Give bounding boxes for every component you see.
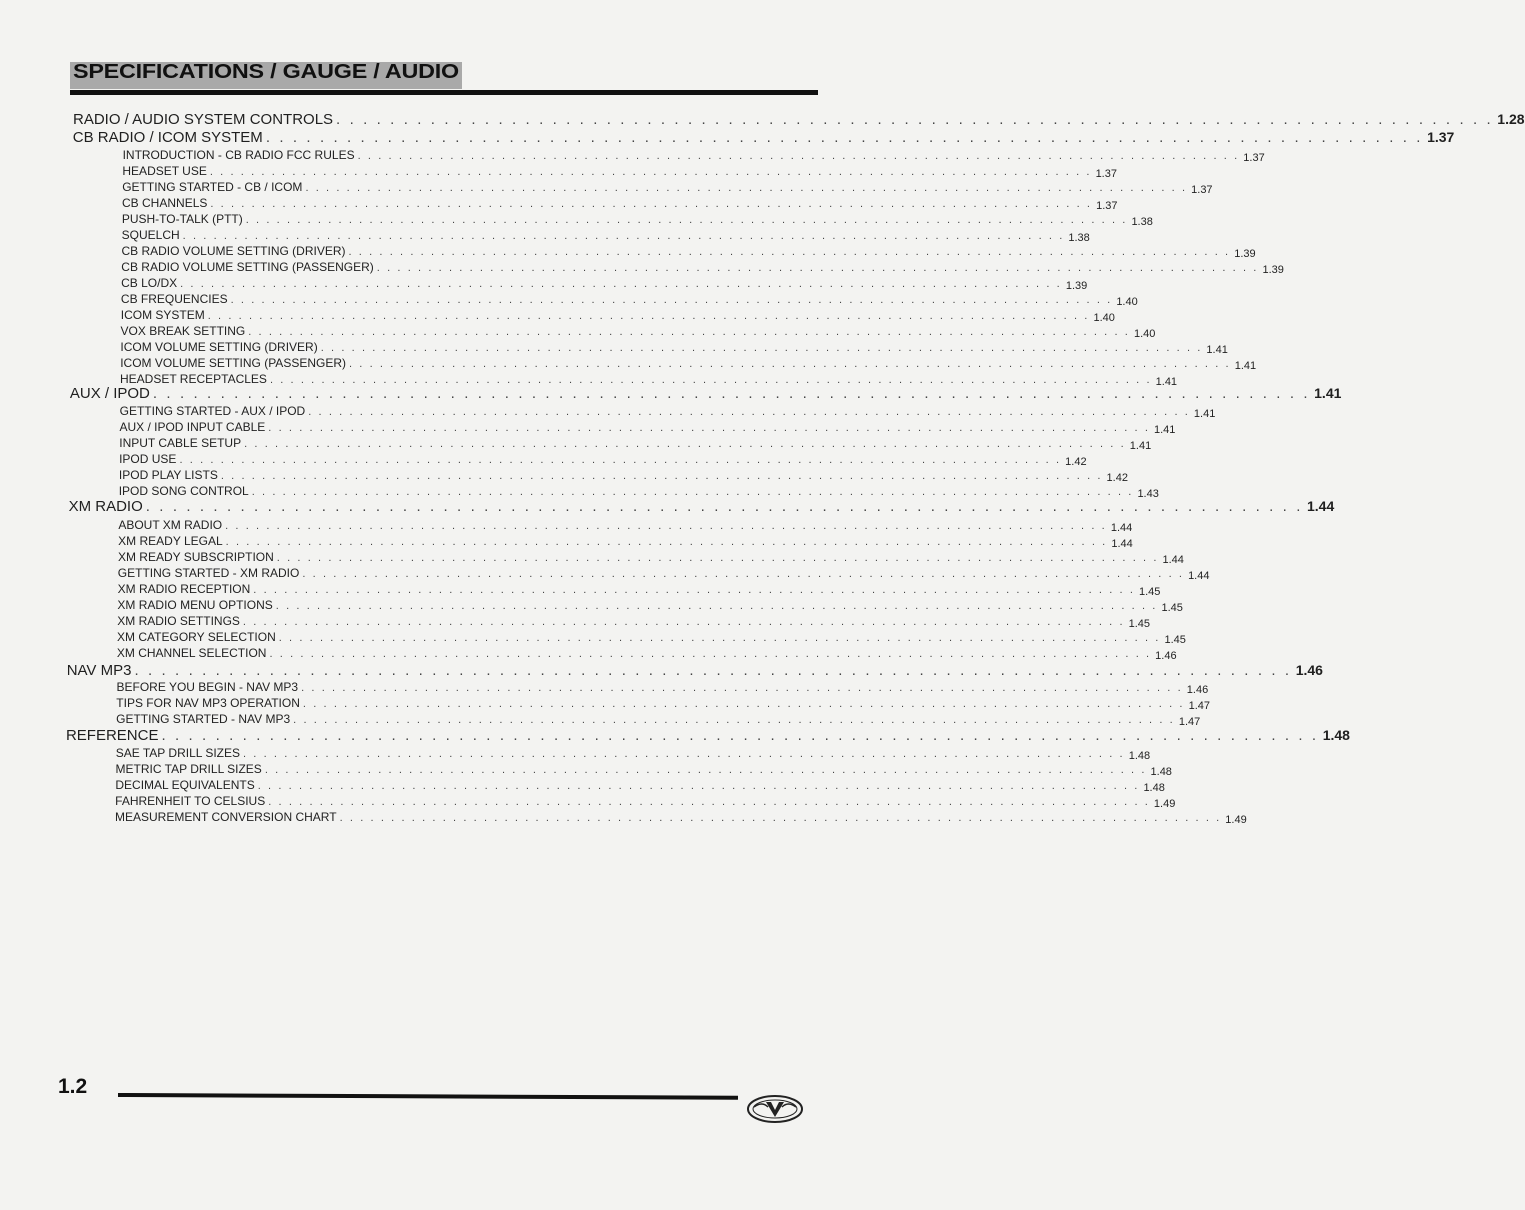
toc-entry-title: GETTING STARTED - AUX / IPOD [119, 404, 306, 418]
toc-subsection-entry [121, 276, 1088, 292]
toc-entry-title: IPOD USE [119, 452, 177, 466]
toc-subsection-entry [115, 746, 1151, 762]
toc-entry-page: 1.37 [1096, 200, 1118, 212]
toc-entry-title: NAV MP3 [66, 662, 132, 679]
dot-leader: . . . . . . . . . . . . . . . . . . . . . . . . . . . . . . . . . . . . . . . . . . . . . . . . . . . . . . . . . . . . . . . . . . . . . . . . . . . . . . . . . . . . . . [268, 796, 1150, 808]
toc-entry-page: 1.28 [1497, 111, 1525, 127]
toc-entry-page: 1.40 [1093, 312, 1115, 324]
dot-leader: . . . . . . . . . . . . . . . . . . . . . . . . . . . . . . . . . . . . . . . . . . . . . . . . . . . . . . . . . . . . . . . . . . . . . . . . . . . . . . . . . . . . . . [182, 230, 1065, 242]
toc-entry-page: 1.49 [1153, 798, 1176, 810]
toc-section-entry [65, 727, 1350, 744]
toc-entry-title: SAE TAP DRILL SIZES [115, 746, 240, 760]
toc-entry-page: 1.37 [1095, 168, 1117, 180]
toc-entry-title: XM READY SUBSCRIPTION [117, 550, 274, 564]
toc-entry-page: 1.37 [1191, 184, 1213, 196]
toc-entry-title: XM CHANNEL SELECTION [116, 646, 267, 660]
dot-leader: . . . . . . . . . . . . . . . . . . . . . . . . . . . . . . . . . . . . . . . . . . . . . . . . . . . . . . . . . . . . . . . . . . . . . . . . . . . . . . . . . . . . . . [245, 214, 1128, 226]
toc-entry-page: 1.37 [1427, 129, 1455, 145]
toc-entry-title: SQUELCH [121, 228, 180, 242]
toc-subsection-entry [121, 244, 1256, 260]
toc-section-entry [73, 111, 1525, 128]
toc-subsection-entry [117, 598, 1183, 614]
toc-entry-title: IPOD SONG CONTROL [118, 484, 249, 498]
toc-entry-title: INPUT CABLE SETUP [119, 436, 242, 450]
toc-entry-page: 1.47 [1188, 700, 1211, 712]
toc-subsection-entry [120, 340, 1228, 356]
toc-entry-title: HEADSET USE [122, 164, 207, 178]
toc-entry-title: GETTING STARTED - XM RADIO [117, 566, 300, 580]
toc-entry-title: AUX / IPOD INPUT CABLE [119, 420, 266, 434]
toc-entry-page: 1.41 [1155, 376, 1178, 388]
dot-leader: . . . . . . . . . . . . . . . . . . . . . . . . . . . . . . . . . . . . . . . . . . . . . . . . . . . . . . . . . . . . . . . . . . . . . . . . . . . . . . . . . . . . . . [357, 150, 1240, 162]
toc-entry-title: IPOD PLAY LISTS [118, 468, 218, 482]
dot-leader: . . . . . . . . . . . . . . . . . . . . . . . . . . . . . . . . . . . . . . . . . . . . . . . . . . . . . . . . . . . . . . . . . . . . . . . . . . . . . . . . . . . . . . [145, 498, 1303, 515]
toc-subsection-entry [116, 696, 1211, 712]
toc-subsection-entry [118, 518, 1133, 534]
dot-leader: . . . . . . . . . . . . . . . . . . . . . . . . . . . . . . . . . . . . . . . . . . . . . . . . . . . . . . . . . . . . . . . . . . . . . . . . . . . . . . . . . . . . . . [308, 406, 1190, 418]
dot-leader: . . . . . . . . . . . . . . . . . . . . . . . . . . . . . . . . . . . . . . . . . . . . . . . . . . . . . . . . . . . . . . . . . . . . . . . . . . . . . . . . . . . . . . [152, 385, 1311, 402]
toc-entry-page: 1.41 [1314, 385, 1342, 401]
toc-entry-title: GETTING STARTED - CB / ICOM [122, 180, 303, 194]
dot-leader: . . . . . . . . . . . . . . . . . . . . . . . . . . . . . . . . . . . . . . . . . . . . . . . . . . . . . . . . . . . . . . . . . . . . . . . . . . . . . . . . . . . . . . [257, 780, 1140, 792]
dot-leader: . . . . . . . . . . . . . . . . . . . . . . . . . . . . . . . . . . . . . . . . . . . . . . . . . . . . . . . . . . . . . . . . . . . . . . . . . . . . . . . . . . . . . . [161, 727, 1319, 744]
toc-entry-page: 1.46 [1295, 662, 1323, 678]
toc-entry-title: PUSH-TO-TALK (PTT) [121, 212, 243, 226]
toc-entry-page: 1.38 [1068, 232, 1090, 244]
toc-entry-title: ABOUT XM RADIO [118, 518, 223, 532]
toc-entry-page: 1.44 [1110, 522, 1133, 534]
toc-entry-page: 1.37 [1243, 152, 1265, 164]
toc-subsection-entry [122, 164, 1117, 180]
toc-subsection-entry [121, 212, 1153, 228]
toc-subsection-entry [121, 228, 1090, 244]
dot-leader: . . . . . . . . . . . . . . . . . . . . . . . . . . . . . . . . . . . . . . . . . . . . . . . . . . . . . . . . . . . . . . . . . . . . . . . . . . . . . . . . . . . . . . [134, 662, 1292, 679]
dot-leader: . . . . . . . . . . . . . . . . . . . . . . . . . . . . . . . . . . . . . . . . . . . . . . . . . . . . . . . . . . . . . . . . . . . . . . . . . . . . . . . . . . . . . . [348, 246, 1231, 258]
dot-leader: . . . . . . . . . . . . . . . . . . . . . . . . . . . . . . . . . . . . . . . . . . . . . . . . . . . . . . . . . . . . . . . . . . . . . . . . . . . . . . . . . . . . . . [336, 111, 1494, 128]
dot-leader: . . . . . . . . . . . . . . . . . . . . . . . . . . . . . . . . . . . . . . . . . . . . . . . . . . . . . . . . . . . . . . . . . . . . . . . . . . . . . . . . . . . . . . [248, 326, 1130, 338]
toc-entry-title: XM RADIO RECEPTION [117, 582, 251, 596]
toc-entry-page: 1.44 [1162, 554, 1184, 566]
toc-subsection-entry [118, 534, 1133, 550]
toc-entry-page: 1.42 [1106, 472, 1128, 484]
dot-leader: . . . . . . . . . . . . . . . . . . . . . . . . . . . . . . . . . . . . . . . . . . . . . . . . . . . . . . . . . . . . . . . . . . . . . . . . . . . . . . . . . . . . . . [275, 600, 1158, 612]
toc-entry-page: 1.44 [1307, 498, 1335, 514]
toc-entry-title: AUX / IPOD [69, 385, 150, 402]
toc-entry-page: 1.49 [1225, 814, 1247, 826]
toc-subsection-entry [122, 180, 1213, 196]
page-number: 1.2 [58, 1075, 88, 1098]
dot-leader: . . . . . . . . . . . . . . . . . . . . . . . . . . . . . . . . . . . . . . . . . . . . . . . . . . . . . . . . . . . . . . . . . . . . . . . . . . . . . . . . . . . . . . [302, 698, 1185, 710]
toc-entry-page: 1.41 [1234, 360, 1257, 372]
section-title: SPECIFICATIONS / GAUGE / AUDIO [73, 61, 459, 83]
toc-subsection-entry [115, 810, 1247, 826]
toc-entry-page: 1.45 [1128, 618, 1151, 630]
toc-subsection-entry [119, 436, 1152, 452]
dot-leader: . . . . . . . . . . . . . . . . . . . . . . . . . . . . . . . . . . . . . . . . . . . . . . . . . . . . . . . . . . . . . . . . . . . . . . . . . . . . . . . . . . . . . . [209, 166, 1092, 178]
dot-leader: . . . . . . . . . . . . . . . . . . . . . . . . . . . . . . . . . . . . . . . . . . . . . . . . . . . . . . . . . . . . . . . . . . . . . . . . . . . . . . . . . . . . . . [179, 454, 1062, 466]
toc-entry-title: HEADSET RECEPTACLES [120, 372, 267, 386]
toc-subsection-entry [118, 484, 1159, 500]
toc-subsection-entry [119, 452, 1087, 468]
toc-entry-page: 1.41 [1129, 440, 1152, 452]
toc-subsection-entry [117, 614, 1151, 630]
toc-entry-title: METRIC TAP DRILL SIZES [115, 762, 262, 776]
toc-entry-page: 1.48 [1322, 727, 1350, 743]
toc-entry-title: XM CATEGORY SELECTION [117, 630, 276, 644]
toc-entry-title: CB LO/DX [121, 276, 178, 290]
toc-entry-page: 1.48 [1128, 750, 1151, 762]
dot-leader: . . . . . . . . . . . . . . . . . . . . . . . . . . . . . . . . . . . . . . . . . . . . . . . . . . . . . . . . . . . . . . . . . . . . . . . . . . . . . . . . . . . . . . [210, 198, 1093, 210]
toc-entry-title: ICOM VOLUME SETTING (DRIVER) [120, 340, 318, 354]
toc-entry-page: 1.41 [1206, 344, 1228, 356]
toc-entry-page: 1.46 [1155, 650, 1177, 662]
toc-entry-title: MEASUREMENT CONVERSION CHART [115, 810, 337, 824]
toc-section-entry [72, 129, 1455, 146]
toc-subsection-entry [119, 404, 1216, 420]
dot-leader: . . . . . . . . . . . . . . . . . . . . . . . . . . . . . . . . . . . . . . . . . . . . . . . . . . . . . . . . . . . . . . . . . . . . . . . . . . . . . . . . . . . . . . [268, 422, 1150, 434]
toc-entry-page: 1.45 [1161, 602, 1183, 614]
dot-leader: . . . . . . . . . . . . . . . . . . . . . . . . . . . . . . . . . . . . . . . . . . . . . . . . . . . . . . . . . . . . . . . . . . . . . . . . . . . . . . . . . . . . . . [251, 486, 1134, 498]
toc-entry-page: 1.44 [1111, 538, 1133, 550]
toc-subsection-entry [122, 148, 1265, 164]
toc-subsection-entry [119, 420, 1176, 436]
dot-leader: . . . . . . . . . . . . . . . . . . . . . . . . . . . . . . . . . . . . . . . . . . . . . . . . . . . . . . . . . . . . . . . . . . . . . . . . . . . . . . . . . . . . . . [225, 520, 1107, 532]
toc-subsection-entry [117, 582, 1161, 598]
dot-leader: . . . . . . . . . . . . . . . . . . . . . . . . . . . . . . . . . . . . . . . . . . . . . . . . . . . . . . . . . . . . . . . . . . . . . . . . . . . . . . . . . . . . . . [225, 536, 1108, 548]
toc-entry-title: RADIO / AUDIO SYSTEM CONTROLS [73, 111, 334, 128]
toc-subsection-entry [115, 794, 1176, 810]
toc-entry-title: VOX BREAK SETTING [120, 324, 246, 338]
toc-entry-title: CB RADIO / ICOM SYSTEM [72, 129, 263, 146]
toc-entry-title: BEFORE YOU BEGIN - NAV MP3 [116, 680, 299, 694]
toc-entry-page: 1.46 [1186, 684, 1209, 696]
dot-leader: . . . . . . . . . . . . . . . . . . . . . . . . . . . . . . . . . . . . . . . . . . . . . . . . . . . . . . . . . . . . . . . . . . . . . . . . . . . . . . . . . . . . . . [207, 310, 1090, 322]
toc-subsection-entry [120, 356, 1257, 372]
toc-entry-page: 1.48 [1143, 782, 1165, 794]
toc-entry-title: CB RADIO VOLUME SETTING (PASSENGER) [121, 260, 374, 274]
dot-leader: . . . . . . . . . . . . . . . . . . . . . . . . . . . . . . . . . . . . . . . . . . . . . . . . . . . . . . . . . . . . . . . . . . . . . . . . . . . . . . . . . . . . . . [339, 812, 1222, 824]
toc-entry-page: 1.45 [1164, 634, 1186, 646]
toc-subsection-entry [117, 566, 1210, 582]
toc-subsection-entry [116, 680, 1209, 696]
toc-entry-title: TIPS FOR NAV MP3 OPERATION [116, 696, 300, 710]
toc-entry-page: 1.43 [1137, 488, 1159, 500]
toc-entry-title: INTRODUCTION - CB RADIO FCC RULES [122, 148, 355, 162]
toc-subsection-entry [116, 712, 1201, 728]
dot-leader: . . . . . . . . . . . . . . . . . . . . . . . . . . . . . . . . . . . . . . . . . . . . . . . . . . . . . . . . . . . . . . . . . . . . . . . . . . . . . . . . . . . . . . [269, 648, 1152, 660]
dot-leader: . . . . . . . . . . . . . . . . . . . . . . . . . . . . . . . . . . . . . . . . . . . . . . . . . . . . . . . . . . . . . . . . . . . . . . . . . . . . . . . . . . . . . . [242, 616, 1125, 628]
toc-entry-page: 1.39 [1065, 280, 1088, 292]
dot-leader: . . . . . . . . . . . . . . . . . . . . . . . . . . . . . . . . . . . . . . . . . . . . . . . . . . . . . . . . . . . . . . . . . . . . . . . . . . . . . . . . . . . . . . [349, 358, 1231, 370]
dot-leader: . . . . . . . . . . . . . . . . . . . . . . . . . . . . . . . . . . . . . . . . . . . . . . . . . . . . . . . . . . . . . . . . . . . . . . . . . . . . . . . . . . . . . . [264, 764, 1147, 776]
toc-section-entry [69, 385, 1342, 402]
toc-section-entry [66, 662, 1323, 679]
toc-entry-title: XM RADIO [68, 498, 143, 515]
toc-subsection-entry [122, 196, 1118, 212]
toc-entry-page: 1.38 [1131, 216, 1153, 228]
toc-subsection-entry [120, 372, 1178, 388]
toc-entry-page: 1.40 [1133, 328, 1156, 340]
toc-entry-title: CB CHANNELS [122, 196, 208, 210]
toc-entry-page: 1.41 [1153, 424, 1176, 436]
toc-entry-title: CB FREQUENCIES [120, 292, 228, 306]
dot-leader: . . . . . . . . . . . . . . . . . . . . . . . . . . . . . . . . . . . . . . . . . . . . . . . . . . . . . . . . . . . . . . . . . . . . . . . . . . . . . . . . . . . . . . [230, 294, 1113, 306]
toc-entry-title: ICOM VOLUME SETTING (PASSENGER) [120, 356, 346, 370]
dot-leader: . . . . . . . . . . . . . . . . . . . . . . . . . . . . . . . . . . . . . . . . . . . . . . . . . . . . . . . . . . . . . . . . . . . . . . . . . . . . . . . . . . . . . . [276, 552, 1159, 564]
toc-entry-page: 1.39 [1234, 248, 1256, 260]
toc-subsection-entry [115, 778, 1165, 794]
dot-leader: . . . . . . . . . . . . . . . . . . . . . . . . . . . . . . . . . . . . . . . . . . . . . . . . . . . . . . . . . . . . . . . . . . . . . . . . . . . . . . . . . . . . . . [243, 748, 1125, 760]
victory-logo [746, 1089, 806, 1129]
toc-subsection-entry [115, 762, 1172, 778]
dot-leader: . . . . . . . . . . . . . . . . . . . . . . . . . . . . . . . . . . . . . . . . . . . . . . . . . . . . . . . . . . . . . . . . . . . . . . . . . . . . . . . . . . . . . . [293, 714, 1175, 726]
dot-leader: . . . . . . . . . . . . . . . . . . . . . . . . . . . . . . . . . . . . . . . . . . . . . . . . . . . . . . . . . . . . . . . . . . . . . . . . . . . . . . . . . . . . . . [301, 682, 1183, 694]
dot-leader: . . . . . . . . . . . . . . . . . . . . . . . . . . . . . . . . . . . . . . . . . . . . . . . . . . . . . . . . . . . . . . . . . . . . . . . . . . . . . . . . . . . . . . [376, 262, 1259, 274]
toc-entry-page: 1.40 [1116, 296, 1138, 308]
toc-entry-title: XM READY LEGAL [118, 534, 223, 548]
toc-entry-title: XM RADIO SETTINGS [117, 614, 240, 628]
dot-leader: . . . . . . . . . . . . . . . . . . . . . . . . . . . . . . . . . . . . . . . . . . . . . . . . . . . . . . . . . . . . . . . . . . . . . . . . . . . . . . . . . . . . . . [180, 278, 1062, 290]
toc-entry-page: 1.48 [1150, 766, 1172, 778]
toc-subsection-entry [120, 308, 1115, 324]
toc-section-entry [68, 498, 1335, 515]
toc-subsection-entry [120, 292, 1138, 308]
toc-entry-title: REFERENCE [65, 727, 159, 744]
toc-entry-page: 1.45 [1139, 586, 1161, 598]
toc-entry-page: 1.44 [1188, 570, 1210, 582]
dot-leader: . . . . . . . . . . . . . . . . . . . . . . . . . . . . . . . . . . . . . . . . . . . . . . . . . . . . . . . . . . . . . . . . . . . . . . . . . . . . . . . . . . . . . . [278, 632, 1161, 644]
toc-entry-title: ICOM SYSTEM [120, 308, 205, 322]
toc-entry-title: DECIMAL EQUIVALENTS [115, 778, 255, 792]
toc-entry-title: XM RADIO MENU OPTIONS [117, 598, 273, 612]
dot-leader: . . . . . . . . . . . . . . . . . . . . . . . . . . . . . . . . . . . . . . . . . . . . . . . . . . . . . . . . . . . . . . . . . . . . . . . . . . . . . . . . . . . . . . [265, 129, 1424, 146]
toc-entry-title: FAHRENHEIT TO CELSIUS [115, 794, 266, 808]
toc-subsection-entry [117, 630, 1186, 646]
toc-entry-title: GETTING STARTED - NAV MP3 [116, 712, 291, 726]
toc-entry-page: 1.47 [1178, 716, 1201, 728]
dot-leader: . . . . . . . . . . . . . . . . . . . . . . . . . . . . . . . . . . . . . . . . . . . . . . . . . . . . . . . . . . . . . . . . . . . . . . . . . . . . . . . . . . . . . . [320, 342, 1203, 354]
toc-entry-title: CB RADIO VOLUME SETTING (DRIVER) [121, 244, 346, 258]
toc-subsection-entry [121, 260, 1284, 276]
toc-subsection-entry [116, 646, 1177, 662]
toc-subsection-entry [118, 468, 1128, 484]
dot-leader: . . . . . . . . . . . . . . . . . . . . . . . . . . . . . . . . . . . . . . . . . . . . . . . . . . . . . . . . . . . . . . . . . . . . . . . . . . . . . . . . . . . . . . [244, 438, 1126, 450]
dot-leader: . . . . . . . . . . . . . . . . . . . . . . . . . . . . . . . . . . . . . . . . . . . . . . . . . . . . . . . . . . . . . . . . . . . . . . . . . . . . . . . . . . . . . . [305, 182, 1188, 194]
toc-entry-page: 1.42 [1065, 456, 1087, 468]
toc-entry-page: 1.41 [1193, 408, 1216, 420]
toc-entry-page: 1.39 [1262, 264, 1284, 276]
toc-subsection-entry [120, 324, 1156, 340]
dot-leader: . . . . . . . . . . . . . . . . . . . . . . . . . . . . . . . . . . . . . . . . . . . . . . . . . . . . . . . . . . . . . . . . . . . . . . . . . . . . . . . . . . . . . . [253, 584, 1135, 596]
dot-leader: . . . . . . . . . . . . . . . . . . . . . . . . . . . . . . . . . . . . . . . . . . . . . . . . . . . . . . . . . . . . . . . . . . . . . . . . . . . . . . . . . . . . . . [302, 568, 1185, 580]
dot-leader: . . . . . . . . . . . . . . . . . . . . . . . . . . . . . . . . . . . . . . . . . . . . . . . . . . . . . . . . . . . . . . . . . . . . . . . . . . . . . . . . . . . . . . [269, 374, 1152, 386]
dot-leader: . . . . . . . . . . . . . . . . . . . . . . . . . . . . . . . . . . . . . . . . . . . . . . . . . . . . . . . . . . . . . . . . . . . . . . . . . . . . . . . . . . . . . . [220, 470, 1103, 482]
toc-subsection-entry [117, 550, 1184, 566]
